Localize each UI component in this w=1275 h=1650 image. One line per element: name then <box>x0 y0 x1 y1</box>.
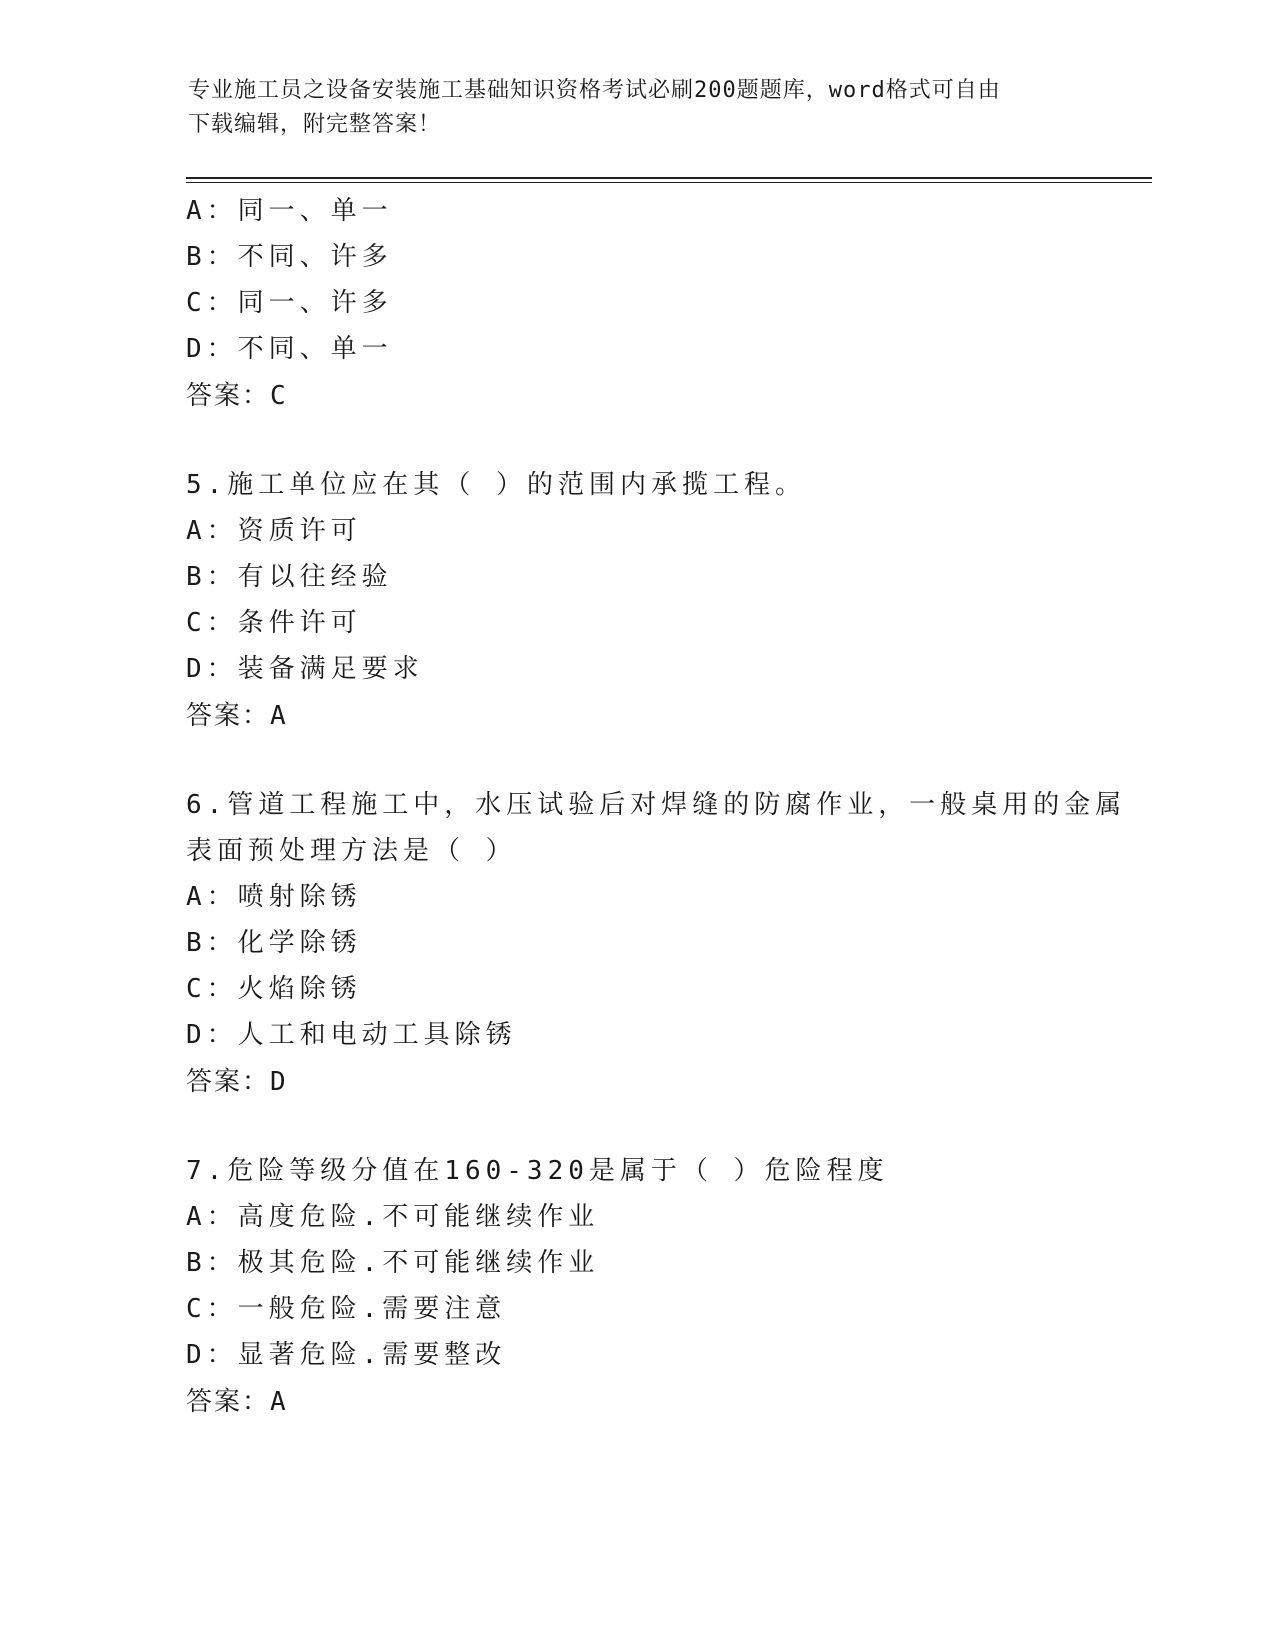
header-line-2: 下载编辑，附完整答案！ <box>188 112 442 137</box>
option-d: D：显著危险.需要整改 <box>186 1340 507 1370</box>
answer-line <box>186 1058 1086 1104</box>
option-a: A：同一、单一 <box>186 196 393 226</box>
header-line-1: 专业施工员之设备安装施工基础知识资格考试必刷200题题库，word格式可自由 <box>188 78 1001 103</box>
option-c: C：一般危险.需要注意 <box>186 1294 507 1324</box>
option-c: C：火焰除锈 <box>186 974 362 1004</box>
answer-line <box>186 372 1086 418</box>
option-b: B：化学除锈 <box>186 928 362 958</box>
question-stem-line-2: 表面预处理方法是（ ） <box>186 836 517 866</box>
header-divider-thick <box>186 177 1152 179</box>
answer-value: A <box>270 701 288 731</box>
header-divider-thin <box>186 182 1152 183</box>
option-b: B：极其危险.不可能继续作业 <box>186 1248 600 1278</box>
question-stem: 7.危险等级分值在160-320是属于（ ）危险程度 <box>186 1156 889 1186</box>
option-b: B：不同、许多 <box>186 242 393 272</box>
option-c: C：同一、许多 <box>186 288 393 318</box>
answer-label: 答案： <box>186 1066 271 1096</box>
answer-line <box>186 1378 1086 1424</box>
question-4 <box>186 188 1086 418</box>
question-6 <box>186 782 1127 1104</box>
answer-label: 答案： <box>186 700 271 730</box>
option-a: A：高度危险.不可能继续作业 <box>186 1202 600 1232</box>
question-stem-line-1: 6.管道工程施工中，水压试验后对焊缝的防腐作业，一般桌用的金属 <box>186 790 1127 820</box>
answer-value: C <box>270 381 288 411</box>
option-c: C：条件许可 <box>186 608 362 638</box>
option-a: A：喷射除锈 <box>186 882 362 912</box>
answer-label: 答案： <box>186 380 271 410</box>
option-b: B：有以往经验 <box>186 562 393 592</box>
option-d: D：装备满足要求 <box>186 654 424 684</box>
answer-value: A <box>270 1387 288 1417</box>
document-header <box>188 74 1068 142</box>
option-d: D：不同、单一 <box>186 334 393 364</box>
question-7 <box>186 1148 1086 1424</box>
question-list <box>186 188 1127 1424</box>
option-a: A：资质许可 <box>186 516 362 546</box>
question-stem: 5.施工单位应在其（ ）的范围内承揽工程。 <box>186 470 806 500</box>
answer-line <box>186 692 1086 738</box>
answer-value: D <box>270 1067 288 1097</box>
option-d: D：人工和电动工具除锈 <box>186 1020 517 1050</box>
question-5 <box>186 462 1086 738</box>
answer-label: 答案： <box>186 1386 271 1416</box>
